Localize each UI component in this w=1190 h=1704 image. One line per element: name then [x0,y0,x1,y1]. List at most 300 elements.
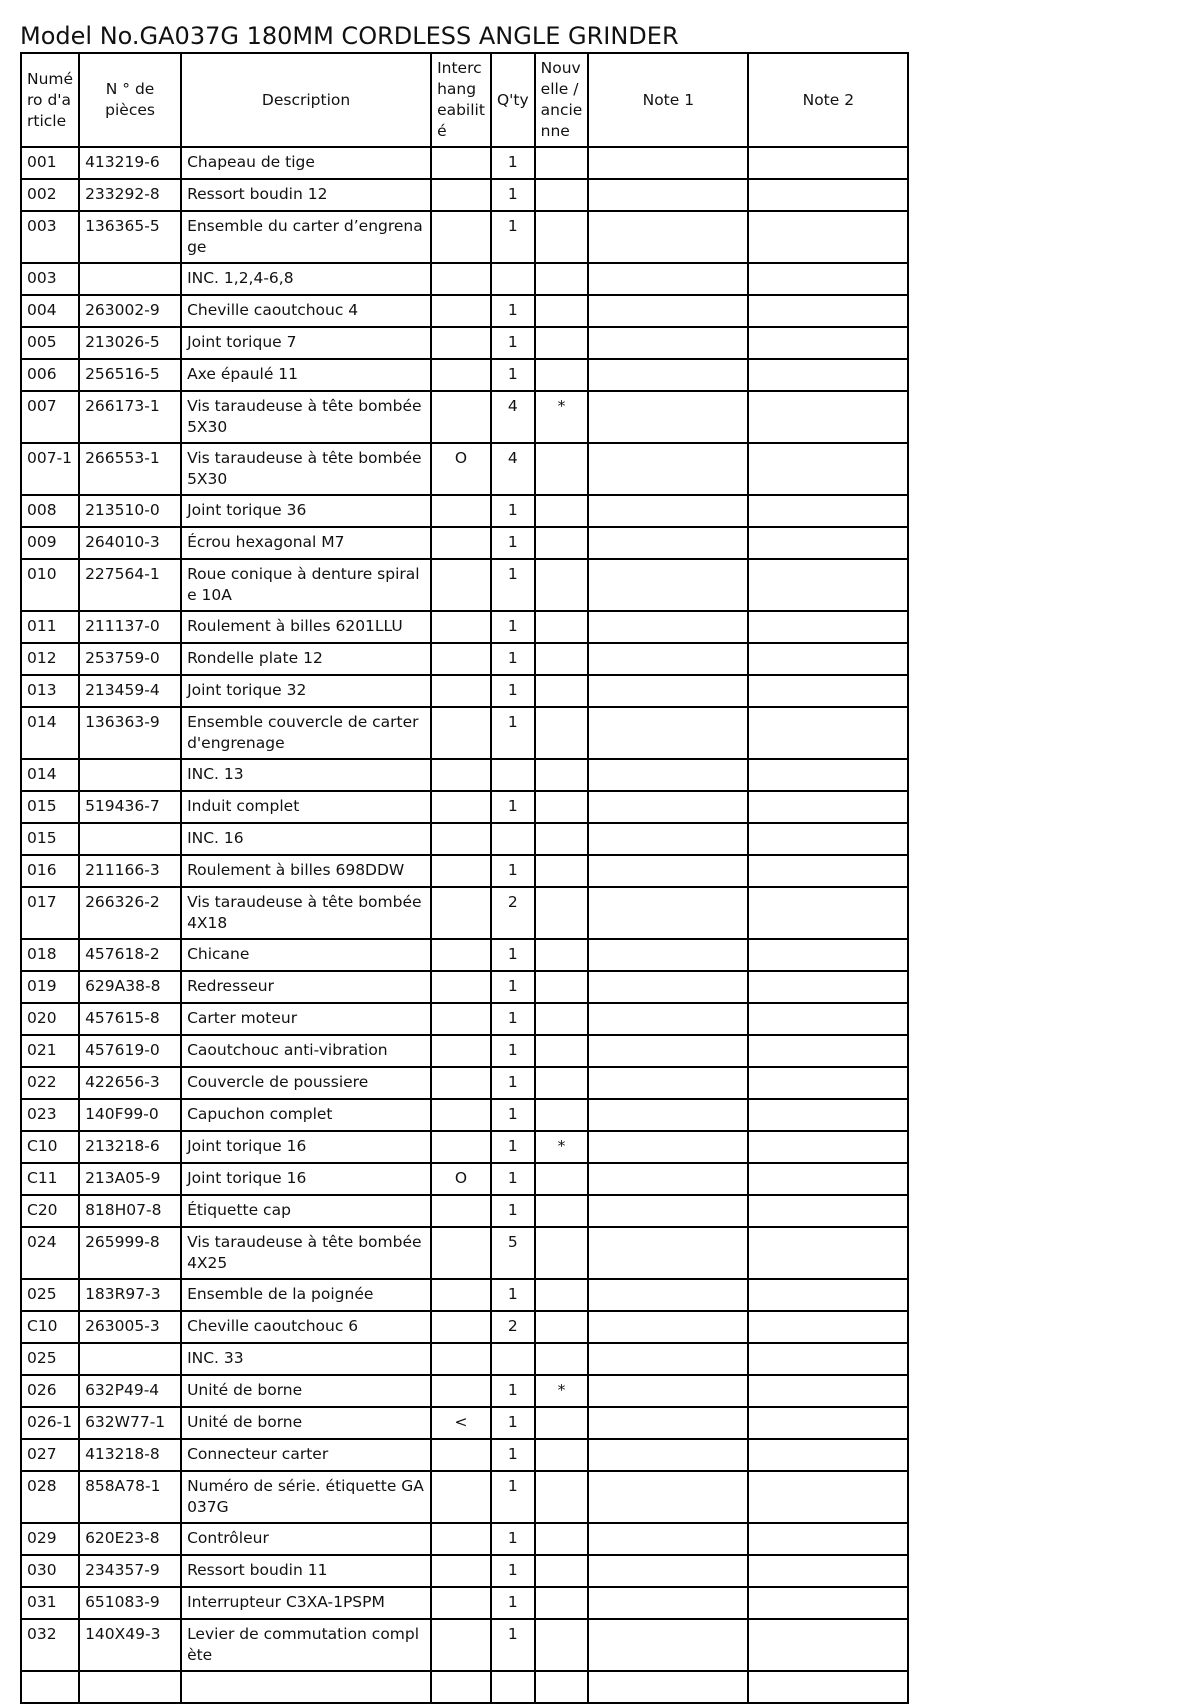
cell-qty: 1 [491,643,535,675]
cell-note-2 [748,527,908,559]
cell-item-no: C11 [21,1163,79,1195]
cell-note-1 [588,1671,748,1703]
cell-interchangeability: O [431,443,491,495]
cell-new-old [535,1311,589,1343]
cell-new-old [535,759,589,791]
cell-interchangeability [431,391,491,443]
cell-note-1 [588,939,748,971]
cell-qty: 1 [491,179,535,211]
cell-description: Redresseur [181,971,431,1003]
cell-interchangeability [431,359,491,391]
cell-description: Vis taraudeuse à tête bombée 5X30 [181,391,431,443]
cell-description: Écrou hexagonal M7 [181,527,431,559]
cell-note-2 [748,1279,908,1311]
cell-qty: 1 [491,1099,535,1131]
cell-description: Cheville caoutchouc 4 [181,295,431,327]
cell-new-old [535,1035,589,1067]
cell-note-2 [748,1471,908,1523]
cell-note-1 [588,147,748,179]
cell-new-old [535,211,589,263]
cell-new-old [535,1227,589,1279]
cell-note-1 [588,1131,748,1163]
cell-new-old [535,295,589,327]
cell-part-no: 213218-6 [79,1131,181,1163]
cell-note-1 [588,1035,748,1067]
cell-interchangeability [431,1195,491,1227]
cell-interchangeability [431,1003,491,1035]
cell-interchangeability [431,855,491,887]
header-item-no: Numé ro d'a rticle [21,53,79,147]
cell-note-2 [748,443,908,495]
cell-note-2 [748,1067,908,1099]
cell-item-no: 005 [21,327,79,359]
cell-item-no: 013 [21,675,79,707]
cell-item-no: 001 [21,147,79,179]
cell-qty: 1 [491,855,535,887]
table-row [21,675,908,707]
cell-note-1 [588,359,748,391]
cell-item-no: 029 [21,1523,79,1555]
cell-new-old: * [535,1131,589,1163]
cell-note-1 [588,1407,748,1439]
cell-interchangeability [431,263,491,295]
cell-item-no: 014 [21,707,79,759]
cell-description: Chicane [181,939,431,971]
table-row [21,1099,908,1131]
cell-qty: 1 [491,1035,535,1067]
cell-item-no: 024 [21,1227,79,1279]
cell-item-no: 007-1 [21,443,79,495]
cell-description: Contrôleur [181,1523,431,1555]
cell-note-1 [588,1003,748,1035]
cell-item-no: 023 [21,1099,79,1131]
cell-item-no: 019 [21,971,79,1003]
cell-note-2 [748,791,908,823]
cell-description: Axe épaulé 11 [181,359,431,391]
cell-qty: 1 [491,295,535,327]
cell-interchangeability [431,939,491,971]
cell-note-1 [588,443,748,495]
cell-item-no: C10 [21,1131,79,1163]
header-note-2: Note 2 [748,53,908,147]
cell-interchangeability [431,1471,491,1523]
cell-item-no: 018 [21,939,79,971]
cell-qty [491,1343,535,1375]
cell-note-2 [748,179,908,211]
cell-description: Étiquette cap [181,1195,431,1227]
cell-qty: 1 [491,1619,535,1671]
table-row [21,1439,908,1471]
cell-item-no: 010 [21,559,79,611]
cell-description: Caoutchouc anti-vibration [181,1035,431,1067]
cell-part-no: 422656-3 [79,1067,181,1099]
cell-description: INC. 13 [181,759,431,791]
cell-qty: 1 [491,1587,535,1619]
table-row [21,1035,908,1067]
table-row [21,971,908,1003]
header-description: Description [181,53,431,147]
cell-item-no: 012 [21,643,79,675]
cell-qty: 1 [491,527,535,559]
table-row [21,443,908,495]
cell-interchangeability [431,1375,491,1407]
cell-qty: 1 [491,359,535,391]
cell-description: Ensemble couvercle de carter d'engrenage [181,707,431,759]
cell-part-no: 253759-0 [79,643,181,675]
cell-note-1 [588,971,748,1003]
cell-item-no [21,1671,79,1703]
table-row [21,1407,908,1439]
cell-description: Cheville caoutchouc 6 [181,1311,431,1343]
cell-new-old [535,1439,589,1471]
cell-qty: 1 [491,791,535,823]
cell-note-2 [748,263,908,295]
cell-qty: 1 [491,675,535,707]
cell-item-no: 027 [21,1439,79,1471]
table-row [21,1471,908,1523]
cell-note-1 [588,559,748,611]
cell-part-no: 265999-8 [79,1227,181,1279]
cell-note-2 [748,1003,908,1035]
cell-part-no: 233292-8 [79,179,181,211]
cell-new-old [535,527,589,559]
cell-qty: 1 [491,1407,535,1439]
cell-interchangeability [431,495,491,527]
cell-part-no: 136363-9 [79,707,181,759]
cell-part-no: 211166-3 [79,855,181,887]
cell-part-no: 629A38-8 [79,971,181,1003]
cell-description: INC. 16 [181,823,431,855]
cell-new-old [535,1343,589,1375]
cell-part-no: 183R97-3 [79,1279,181,1311]
cell-note-1 [588,1163,748,1195]
cell-note-2 [748,1671,908,1703]
cell-description: Unité de borne [181,1407,431,1439]
cell-note-2 [748,759,908,791]
cell-interchangeability [431,327,491,359]
cell-description: Unité de borne [181,1375,431,1407]
cell-description: Couvercle de poussiere [181,1067,431,1099]
cell-interchangeability [431,887,491,939]
cell-part-no: 620E23-8 [79,1523,181,1555]
cell-description: Vis taraudeuse à tête bombée 4X18 [181,887,431,939]
cell-note-1 [588,823,748,855]
cell-item-no: 026-1 [21,1407,79,1439]
cell-note-1 [588,611,748,643]
cell-note-2 [748,887,908,939]
cell-qty [491,1671,535,1703]
cell-description: Ressort boudin 11 [181,1555,431,1587]
cell-interchangeability [431,211,491,263]
table-header-row [21,53,908,147]
cell-part-no: 858A78-1 [79,1471,181,1523]
cell-new-old [535,179,589,211]
cell-interchangeability [431,1067,491,1099]
cell-interchangeability [431,1671,491,1703]
cell-qty: 1 [491,1439,535,1471]
cell-note-1 [588,1099,748,1131]
cell-note-2 [748,855,908,887]
cell-note-1 [588,887,748,939]
cell-description: Joint torique 7 [181,327,431,359]
header-interchangeability: Interc hang eabilit é [431,53,491,147]
cell-description: Joint torique 16 [181,1163,431,1195]
cell-interchangeability [431,1587,491,1619]
cell-note-1 [588,855,748,887]
cell-interchangeability [431,147,491,179]
cell-note-1 [588,1587,748,1619]
cell-note-1 [588,1343,748,1375]
cell-note-1 [588,179,748,211]
cell-new-old [535,495,589,527]
table-row [21,147,908,179]
cell-note-2 [748,675,908,707]
cell-qty [491,823,535,855]
cell-interchangeability [431,675,491,707]
table-row [21,527,908,559]
cell-part-no: 213510-0 [79,495,181,527]
cell-note-1 [588,391,748,443]
cell-description: Capuchon complet [181,1099,431,1131]
cell-qty: 1 [491,1163,535,1195]
cell-note-2 [748,1555,908,1587]
cell-new-old [535,1003,589,1035]
cell-new-old: * [535,1375,589,1407]
cell-interchangeability [431,707,491,759]
table-row [21,179,908,211]
cell-description: INC. 33 [181,1343,431,1375]
cell-qty: 1 [491,707,535,759]
cell-qty: 1 [491,1195,535,1227]
cell-qty: 1 [491,211,535,263]
cell-interchangeability [431,643,491,675]
table-row [21,1195,908,1227]
cell-note-2 [748,559,908,611]
table-row [21,611,908,643]
cell-part-no: 263002-9 [79,295,181,327]
cell-note-1 [588,1619,748,1671]
header-new-old: Nouv elle / ancie nne [535,53,589,147]
cell-qty: 2 [491,887,535,939]
cell-note-2 [748,1195,908,1227]
cell-item-no: 016 [21,855,79,887]
cell-new-old [535,1555,589,1587]
cell-new-old [535,1067,589,1099]
cell-interchangeability [431,1555,491,1587]
cell-note-1 [588,643,748,675]
cell-qty: 2 [491,1311,535,1343]
cell-description: Ressort boudin 12 [181,179,431,211]
table-row [21,295,908,327]
cell-note-2 [748,327,908,359]
cell-note-2 [748,1227,908,1279]
cell-note-1 [588,1375,748,1407]
cell-new-old [535,1619,589,1671]
cell-new-old [535,855,589,887]
cell-item-no: C20 [21,1195,79,1227]
table-row [21,1375,908,1407]
table-row [21,495,908,527]
header-note-1: Note 1 [588,53,748,147]
table-row [21,1163,908,1195]
cell-part-no: 818H07-8 [79,1195,181,1227]
cell-interchangeability [431,1439,491,1471]
cell-item-no: 015 [21,823,79,855]
cell-note-1 [588,295,748,327]
cell-note-2 [748,1099,908,1131]
cell-part-no: 457619-0 [79,1035,181,1067]
cell-note-2 [748,1035,908,1067]
cell-note-1 [588,327,748,359]
cell-description: Numéro de série. étiquette GA037G [181,1471,431,1523]
table-row [21,1311,908,1343]
cell-item-no: 026 [21,1375,79,1407]
cell-item-no: 011 [21,611,79,643]
cell-part-no: 227564-1 [79,559,181,611]
cell-part-no: 263005-3 [79,1311,181,1343]
cell-part-no [79,263,181,295]
cell-new-old [535,559,589,611]
cell-qty: 1 [491,939,535,971]
cell-note-2 [748,1343,908,1375]
cell-item-no: 008 [21,495,79,527]
cell-note-1 [588,759,748,791]
cell-new-old [535,791,589,823]
cell-description [181,1671,431,1703]
cell-interchangeability [431,1279,491,1311]
table-row [21,1587,908,1619]
cell-part-no: 632W77-1 [79,1407,181,1439]
cell-description: INC. 1,2,4-6,8 [181,263,431,295]
cell-note-2 [748,1587,908,1619]
cell-qty: 1 [491,1279,535,1311]
cell-qty: 1 [491,327,535,359]
table-row [21,1671,908,1703]
cell-description: Vis taraudeuse à tête bombée 4X25 [181,1227,431,1279]
cell-qty: 1 [491,495,535,527]
table-row [21,1619,908,1671]
cell-note-2 [748,1523,908,1555]
cell-description: Roue conique à denture spirale 10A [181,559,431,611]
cell-item-no: 015 [21,791,79,823]
cell-new-old [535,147,589,179]
cell-note-1 [588,263,748,295]
cell-note-1 [588,675,748,707]
cell-new-old [535,643,589,675]
cell-note-1 [588,1523,748,1555]
table-row [21,359,908,391]
table-row [21,707,908,759]
document-title: Model No.GA037G 180MM CORDLESS ANGLE GRINDER [20,22,679,50]
cell-item-no: 007 [21,391,79,443]
cell-part-no: 632P49-4 [79,1375,181,1407]
cell-qty [491,263,535,295]
cell-qty: 4 [491,391,535,443]
cell-new-old [535,611,589,643]
cell-note-2 [748,971,908,1003]
cell-note-1 [588,1471,748,1523]
cell-note-2 [748,1131,908,1163]
cell-note-2 [748,707,908,759]
cell-part-no: 211137-0 [79,611,181,643]
cell-note-1 [588,1067,748,1099]
cell-interchangeability [431,1311,491,1343]
cell-description: Levier de commutation complète [181,1619,431,1671]
cell-note-2 [748,495,908,527]
cell-part-no: 264010-3 [79,527,181,559]
cell-part-no: 519436-7 [79,791,181,823]
cell-new-old [535,359,589,391]
cell-description: Roulement à billes 698DDW [181,855,431,887]
cell-new-old [535,1279,589,1311]
cell-note-2 [748,1439,908,1471]
table-row [21,643,908,675]
cell-interchangeability [431,1619,491,1671]
table-row [21,1003,908,1035]
table-row [21,823,908,855]
cell-part-no: 213026-5 [79,327,181,359]
parts-table [20,52,909,1704]
cell-note-1 [588,1311,748,1343]
cell-description: Joint torique 36 [181,495,431,527]
cell-item-no: 002 [21,179,79,211]
cell-note-1 [588,707,748,759]
cell-part-no: 213459-4 [79,675,181,707]
cell-item-no: 021 [21,1035,79,1067]
cell-item-no: 017 [21,887,79,939]
cell-item-no: 004 [21,295,79,327]
cell-qty: 1 [491,611,535,643]
cell-part-no [79,1343,181,1375]
cell-description: Roulement à billes 6201LLU [181,611,431,643]
cell-interchangeability [431,295,491,327]
cell-qty: 1 [491,971,535,1003]
table-row [21,1555,908,1587]
header-part-no: N ° de pièces [79,53,181,147]
cell-interchangeability [431,1343,491,1375]
cell-description: Connecteur carter [181,1439,431,1471]
table-row [21,1343,908,1375]
cell-item-no: 009 [21,527,79,559]
cell-qty: 1 [491,1131,535,1163]
cell-qty: 1 [491,1471,535,1523]
table-row [21,1523,908,1555]
cell-new-old [535,1195,589,1227]
cell-part-no: 213A05-9 [79,1163,181,1195]
cell-note-2 [748,643,908,675]
cell-interchangeability [431,179,491,211]
cell-new-old [535,443,589,495]
cell-item-no: 025 [21,1343,79,1375]
cell-part-no: 266326-2 [79,887,181,939]
table-row [21,939,908,971]
cell-qty: 1 [491,559,535,611]
cell-interchangeability [431,1099,491,1131]
cell-qty: 5 [491,1227,535,1279]
cell-part-no: 140F99-0 [79,1099,181,1131]
cell-note-1 [588,1227,748,1279]
cell-qty: 1 [491,1003,535,1035]
cell-item-no: 032 [21,1619,79,1671]
cell-item-no: 022 [21,1067,79,1099]
cell-new-old [535,327,589,359]
table-row [21,1131,908,1163]
cell-note-2 [748,211,908,263]
table-row [21,327,908,359]
cell-new-old [535,823,589,855]
cell-part-no: 234357-9 [79,1555,181,1587]
cell-new-old [535,887,589,939]
